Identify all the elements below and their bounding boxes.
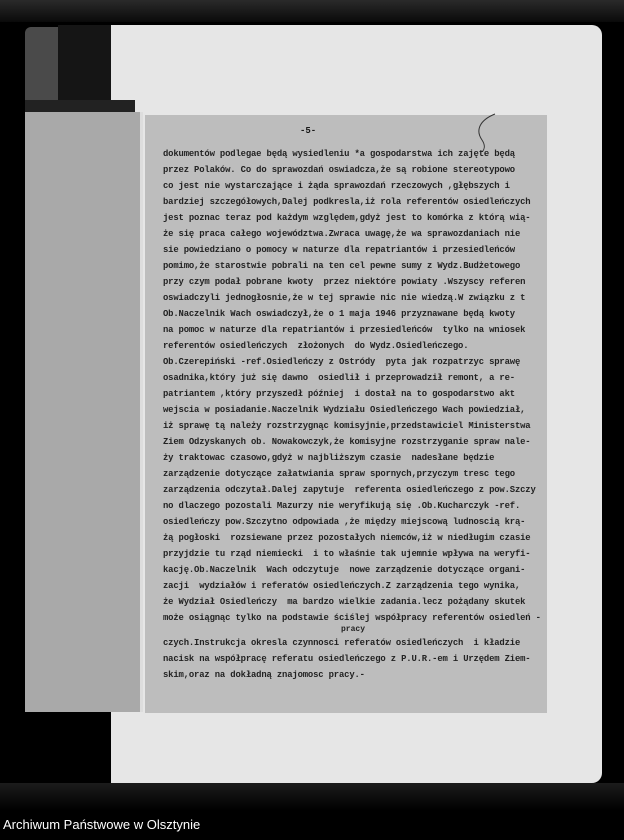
text-line: sie powiedziano o pomocy w naturze dla repatriantów i przesiedleńców <box>163 245 515 255</box>
text-line: co jest nie wystarczające i żąda sprawozdań rzeczowych ,głębszych i <box>163 181 510 191</box>
previous-page <box>25 112 143 712</box>
text-line: iż sprawę tą należy rozstrzygnąc komisyjnie,przedstawiciel Ministerstwa <box>163 421 531 431</box>
text-line: bardziej szczegółowych,Dalej podkresla,iż rola referentów osiedleńczych <box>163 197 531 207</box>
text-line: osadnika,który już się dawno osiedlił i przeprowadził remont, a re- <box>163 373 515 383</box>
text-line: Ziem Odzyskanych ob. Nowakowczyk,że komisyjne rozstrzyganie spraw nale- <box>163 437 531 447</box>
typed-text <box>163 146 543 683</box>
text-line: może osiągnąc tylko na podstawie ściślej współpracy referentów osiedleń - <box>163 613 541 623</box>
inserted-word: pracy <box>341 625 366 634</box>
text-line: przez Polaków. Co do sprawozdań oswiadcza,że są robione stereotypowo <box>163 165 515 175</box>
text-line: zacji wydziałów i referatów osiedleńczych.Z zarządzenia tego wynika, <box>163 581 521 591</box>
text-line: żą pogłoski rozsiewane przez pozostałych niemców,iż w niedługim czasie <box>163 533 531 543</box>
text-line: że Wydział Osiedleńczy ma bardzo wielkie zadania.lecz pożądany skutek <box>163 597 526 607</box>
text-line: no dlaczego pozostali Mazurzy nie weryfikują się .Ob.Kucharczyk -ref. <box>163 501 521 511</box>
text-line: patriantem ,który przyszedł później i dostał na to gospodarstwo akt <box>163 389 515 399</box>
text-line: osiedleńczy pow.Szczytno odpowiada ,że między miejscową ludnoscią krą- <box>163 517 526 527</box>
text-line: że się praca całego województwa.Zwraca uwagę,że wa sprawozdaniach nie <box>163 229 521 239</box>
text-line: ży traktowac czasowo,gdyż w najbliższym czasie nadesłane będzie <box>163 453 495 463</box>
text-line: referentów osiedleńczych złożonych do Wydz.Osiedleńczego. <box>163 341 469 351</box>
viewer-bottom-band <box>0 783 624 811</box>
text-line: przy czym podał pobrane kwoty przez niektóre powiaty .Wszyscy referen <box>163 277 526 287</box>
text-line: zarządzenie dotyczące załatwiania spraw spornych,przyczym tresc tego <box>163 469 515 479</box>
text-line: na pomoc w naturze dla repatriantów i przesiedleńców tylko na wniosek <box>163 325 526 335</box>
text-line: oswiadczyli jednogłosnie,że w tej sprawie nic nie wiedzą.W związku z t <box>163 293 526 303</box>
text-line: zarządzenia odczytał.Dalej zapytuje referenta osiedleńczego z pow.Szczy <box>163 485 536 495</box>
text-line: wejscia w posiadanie.Naczelnik Wydziału Osiedleńczego Wach powiedział, <box>163 405 526 415</box>
text-line: przyjdzie tu rząd niemiecki i to właśnie tak ujemnie wpływa na weryfi- <box>163 549 531 559</box>
text-line: kację.Ob.Naczelnik Wach odczytuje nowe zarządzenie dotyczące organi- <box>163 565 526 575</box>
text-line: czych.Instrukcja okresla czynnosci referatów osiedleńczych i kładzie <box>163 638 521 648</box>
text-line: Ob.Czerepiński -ref.Osiedleńczy z Ostródy pyta jak rozpatrzyc sprawę <box>163 357 521 367</box>
viewer-top-band <box>0 0 624 22</box>
text-line: Ob.Naczelnik Wach oswiadczył,że o 1 maja 1946 przyznawane będą kwoty <box>163 309 515 319</box>
page-number: -5- <box>300 126 317 136</box>
text-line: pomimo,że starostwie pobrali na ten cel pewne sumy z Wydz.Budżetowego <box>163 261 521 271</box>
text-line: nacisk na współpracę referatu osiedleńczego z P.U.R.-em i Urzędem Ziem- <box>163 654 531 664</box>
text-line: jest poznac teraz pod każdym względem,gdyż jest to komórka z którą wią- <box>163 213 531 223</box>
archive-name: Archiwum Państwowe w Olsztynie <box>3 817 201 832</box>
left-page-edge <box>25 100 135 112</box>
text-line: skim,oraz na dokładną znajomosc pracy.- <box>163 670 365 680</box>
text-line: dokumentów podlegae będą wysiedleniu *a gospodarstwa ich zajęte będą <box>163 149 515 159</box>
